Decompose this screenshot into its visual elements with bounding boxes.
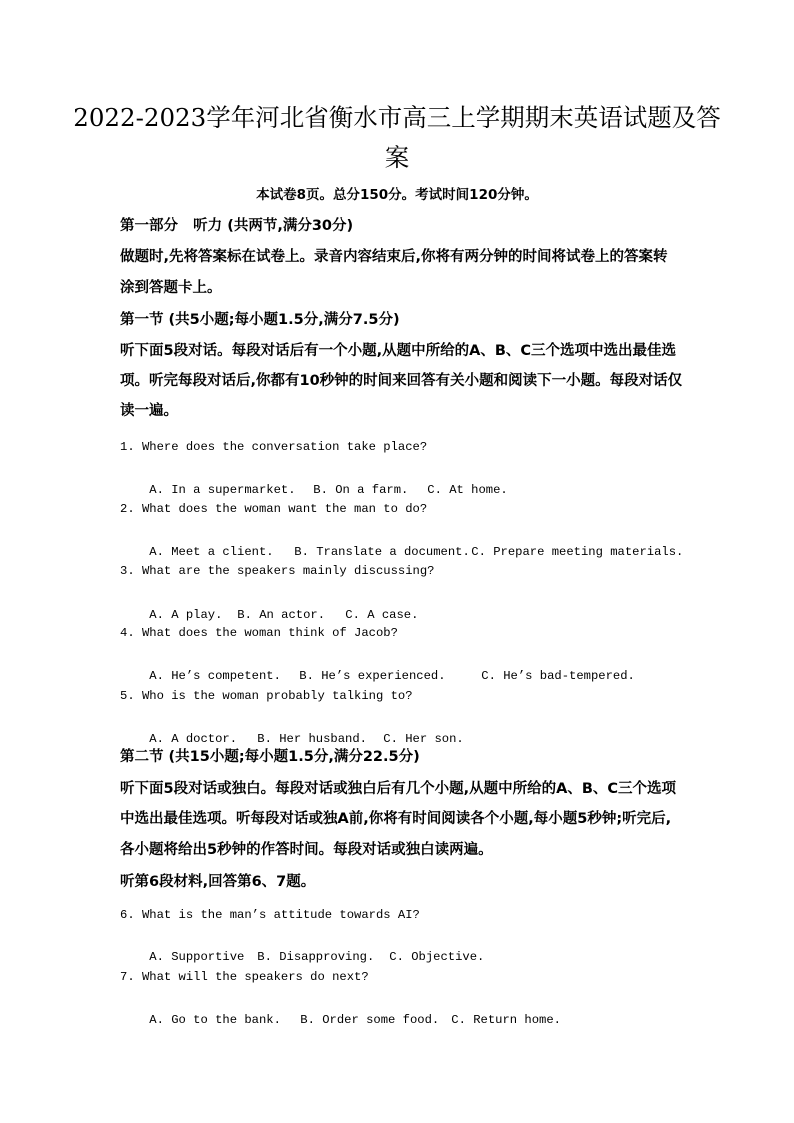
document-title-line1: 2022-2023学年河北省衡水市高三上学期期末英语试题及答 [73, 103, 721, 132]
question-stem: 5. Who is the woman probably talking to? [120, 689, 413, 703]
question-stem: 4. What does the woman think of Jacob? [120, 626, 398, 640]
option-b: B. Order some food. [300, 1013, 440, 1028]
option-a: A. Meet a client. [149, 545, 274, 560]
section1-heading: 第一节 (共5小题;每小题1.5分,满分7.5分) [120, 312, 400, 328]
option-b: B. Disapproving. [257, 950, 375, 965]
option-c: C. He’s bad-tempered. [481, 669, 635, 684]
question-stem: 3. What are the speakers mainly discussing? [120, 564, 435, 578]
section1-instruction-line: 读一遍。 [120, 403, 178, 419]
option-a: A. A doctor. [149, 732, 238, 747]
option-b: B. An actor. [237, 608, 326, 623]
option-a: A. In a supermarket. [149, 483, 296, 498]
part1-instruction-line: 涂到答题卡上。 [120, 280, 222, 296]
question-options [120, 1002, 561, 1039]
option-a: A. A play. [149, 608, 223, 623]
section2-instruction-line: 中选出最佳选项。听每段对话或独A前,你将有时间阅读各个小题,每小题5秒钟;听完后, [120, 811, 672, 827]
option-a: A. Supportive [149, 950, 245, 965]
option-b: B. Her husband. [257, 732, 367, 747]
question-stem: 6. What is the man’s attitude towards AI? [120, 908, 420, 922]
material-note: 听第6段材料,回答第6、7题。 [120, 874, 316, 890]
question-stem: 2. What does the woman want the man to do? [120, 502, 428, 516]
option-a: A. He’s competent. [149, 669, 281, 684]
exam-info-subtitle: 本试卷8页。总分150分。考试时间120分钟。 [256, 187, 538, 203]
option-c: C. Prepare meeting materials. [471, 545, 684, 560]
option-b: B. On a farm. [313, 483, 409, 498]
question-stem: 7. What will the speakers do next? [120, 970, 369, 984]
option-c: C. Return home. [451, 1013, 561, 1028]
option-b: B. He’s experienced. [299, 669, 446, 684]
section2-heading: 第二节 (共15小题;每小题1.5分,满分22.5分) [120, 749, 420, 765]
document-title-line2: 案 [384, 143, 410, 172]
question-stem: 1. Where does the conversation take place? [120, 440, 428, 454]
section1-instruction-line: 听下面5段对话。每段对话后有一个小题,从题中所给的A、B、C三个选项中选出最佳选 [120, 343, 677, 359]
option-c: C. A case. [345, 608, 419, 623]
option-b: B. Translate a document. [294, 545, 470, 560]
option-a: A. Go to the bank. [149, 1013, 281, 1028]
part1-instruction-line: 做题时,先将答案标在试卷上。录音内容结束后,你将有两分钟的时间将试卷上的答案转 [120, 249, 668, 265]
section1-instruction-line: 项。听完每段对话后,你都有10秒钟的时间来回答有关小题和阅读下一小题。每段对话仅 [120, 373, 683, 389]
option-c: C. Her son. [383, 732, 464, 747]
option-c: C. Objective. [389, 950, 485, 965]
section2-instruction-line: 各小题将给出5秒钟的作答时间。每段对话或独白读两遍。 [120, 842, 493, 858]
section2-instruction-line: 听下面5段对话或独白。每段对话或独白后有几个小题,从题中所给的A、B、C三个选项 [120, 781, 677, 797]
option-c: C. At home. [427, 483, 508, 498]
part1-heading: 第一部分 听力 (共两节,满分30分) [120, 218, 354, 234]
